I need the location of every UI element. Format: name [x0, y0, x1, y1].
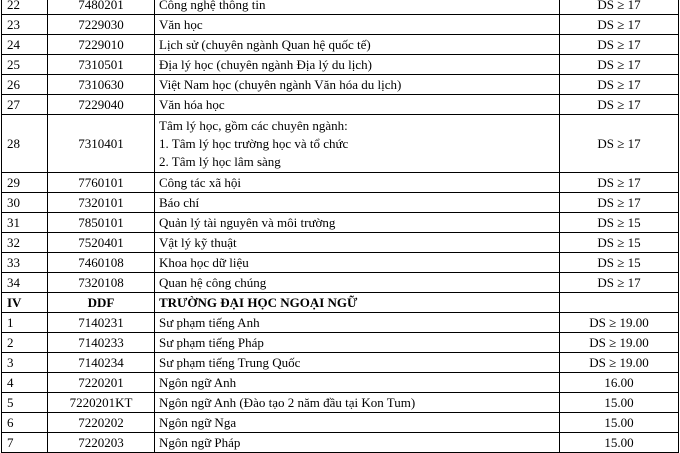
table-row	[2, 413, 679, 433]
major-name: Báo chí	[155, 193, 560, 213]
major-name-line: 2. Tâm lý học lâm sàng	[159, 153, 281, 169]
major-code: 7760101	[48, 173, 155, 193]
major-code: 7229040	[48, 95, 155, 115]
major-name: Vật lý kỹ thuật	[155, 233, 560, 253]
admission-condition: DS ≥ 19.00	[560, 313, 679, 333]
table-row	[2, 213, 679, 233]
major-code: 7220201	[48, 373, 155, 393]
major-name: Sư phạm tiếng Trung Quốc	[155, 353, 560, 373]
major-code: 7320108	[48, 273, 155, 293]
admission-condition: DS ≥ 19.00	[560, 333, 679, 353]
admission-condition: DS ≥ 15	[560, 213, 679, 233]
table-row	[2, 253, 679, 273]
row-number: 6	[2, 413, 48, 433]
row-number: 30	[2, 193, 48, 213]
major-name: Địa lý học (chuyên ngành Địa lý du lịch)	[155, 55, 560, 75]
section-code: DDF	[48, 293, 155, 313]
major-name: Công tác xã hội	[155, 173, 560, 193]
admission-condition: DS ≥ 17	[560, 35, 679, 55]
admission-condition: DS ≥ 17	[560, 173, 679, 193]
table-row	[2, 95, 679, 115]
row-number: 24	[2, 35, 48, 55]
major-code: 7229030	[48, 15, 155, 35]
admission-condition: DS ≥ 17	[560, 0, 679, 15]
admission-condition: DS ≥ 17	[560, 15, 679, 35]
row-number: 29	[2, 173, 48, 193]
admission-condition: DS ≥ 17	[560, 75, 679, 95]
admission-condition: DS ≥ 17	[560, 95, 679, 115]
table-row	[2, 313, 679, 333]
major-name-line: Tâm lý học, gồm các chuyên ngành:	[159, 117, 348, 133]
admission-condition: 16.00	[560, 373, 679, 393]
row-number: 28	[2, 115, 48, 173]
major-name: Việt Nam học (chuyên ngành Văn hóa du lịch)	[155, 75, 560, 95]
row-number: 5	[2, 393, 48, 413]
major-code: 7140234	[48, 353, 155, 373]
table-row	[2, 273, 679, 293]
table-row	[2, 0, 679, 15]
major-code: 7220203	[48, 433, 155, 453]
section-number: IV	[2, 293, 48, 313]
major-code: 7850101	[48, 213, 155, 233]
major-name-line: 1. Tâm lý học trường học và tổ chức	[159, 135, 349, 151]
major-code: 7310501	[48, 55, 155, 75]
row-number: 31	[2, 213, 48, 233]
table-row	[2, 373, 679, 393]
row-number: 34	[2, 273, 48, 293]
table-row	[2, 433, 679, 453]
major-name: Ngôn ngữ Nga	[155, 413, 560, 433]
row-number: 27	[2, 95, 48, 115]
admission-condition: 15.00	[560, 433, 679, 453]
major-code: 7520401	[48, 233, 155, 253]
major-name: Quan hệ công chúng	[155, 273, 560, 293]
admission-condition: DS ≥ 19.00	[560, 353, 679, 373]
row-number: 22	[2, 0, 48, 15]
row-number: 4	[2, 373, 48, 393]
major-name: Sư phạm tiếng Anh	[155, 313, 560, 333]
major-name: Sư phạm tiếng Pháp	[155, 333, 560, 353]
row-number: 3	[2, 353, 48, 373]
table-row	[2, 233, 679, 253]
major-name: Ngôn ngữ Anh (Đào tạo 2 năm đầu tại Kon Tum)	[155, 393, 560, 413]
admission-condition: DS ≥ 17	[560, 55, 679, 75]
major-name: Quản lý tài nguyên và môi trường	[155, 213, 560, 233]
table-row	[2, 353, 679, 373]
table-row	[2, 35, 679, 55]
major-code: 7140231	[48, 313, 155, 333]
admission-table	[1, 0, 679, 453]
major-code: 7320101	[48, 193, 155, 213]
row-number: 7	[2, 433, 48, 453]
admission-condition: DS ≥ 17	[560, 193, 679, 213]
section-title: TRƯỜNG ĐẠI HỌC NGOẠI NGỮ	[155, 293, 560, 313]
row-number: 2	[2, 333, 48, 353]
major-code: 7220202	[48, 413, 155, 433]
section-header-row	[2, 293, 679, 313]
major-code: 7460108	[48, 253, 155, 273]
row-number: 25	[2, 55, 48, 75]
section-condition	[560, 293, 679, 313]
major-name: Khoa học dữ liệu	[155, 253, 560, 273]
major-code: 7480201	[48, 0, 155, 15]
major-name: Văn học	[155, 15, 560, 35]
major-code: 7229010	[48, 35, 155, 55]
admission-condition: 15.00	[560, 393, 679, 413]
major-code: 7310401	[48, 115, 155, 173]
table-row	[2, 193, 679, 213]
admission-condition: 15.00	[560, 413, 679, 433]
admission-condition: DS ≥ 15	[560, 233, 679, 253]
major-name: Văn hóa học	[155, 95, 560, 115]
admission-condition: DS ≥ 17	[560, 273, 679, 293]
major-name	[155, 115, 560, 173]
major-code: 7310630	[48, 75, 155, 95]
row-number: 23	[2, 15, 48, 35]
major-name: Ngôn ngữ Anh	[155, 373, 560, 393]
major-code: 7220201KT	[48, 393, 155, 413]
table-row	[2, 15, 679, 35]
table-row	[2, 393, 679, 413]
table-row	[2, 75, 679, 95]
major-name: Lịch sử (chuyên ngành Quan hệ quốc tế)	[155, 35, 560, 55]
table-row	[2, 55, 679, 75]
row-number: 33	[2, 253, 48, 273]
table-row	[2, 173, 679, 193]
major-code: 7140233	[48, 333, 155, 353]
admission-condition: DS ≥ 17	[560, 115, 679, 173]
admission-condition: DS ≥ 15	[560, 253, 679, 273]
major-name: Ngôn ngữ Pháp	[155, 433, 560, 453]
row-number: 32	[2, 233, 48, 253]
major-name: Công nghệ thông tin	[155, 0, 560, 15]
table-row	[2, 115, 679, 173]
table-row	[2, 333, 679, 353]
row-number: 26	[2, 75, 48, 95]
row-number: 1	[2, 313, 48, 333]
